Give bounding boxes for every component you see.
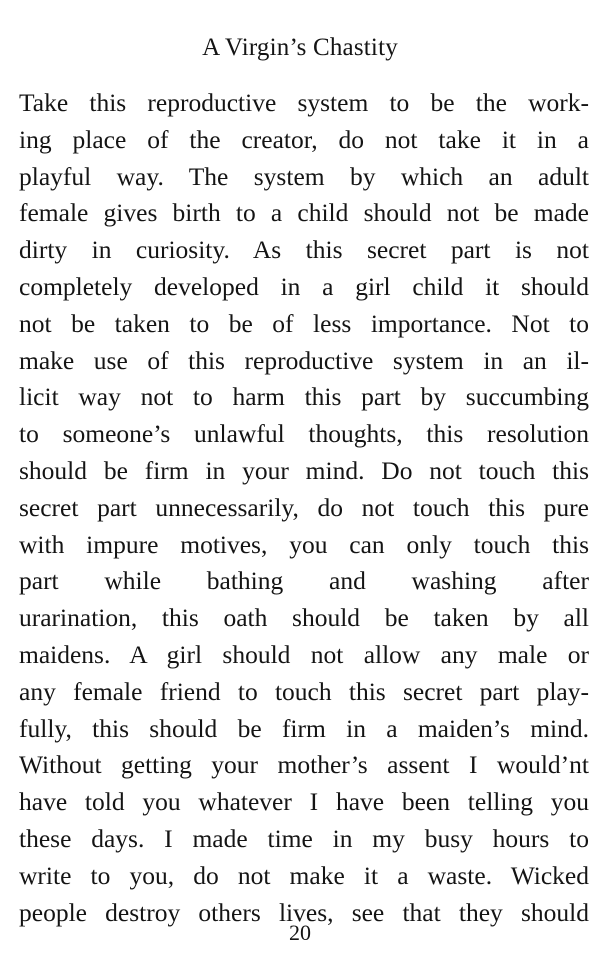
text-line: write to you, do not make it a waste. Wicked	[19, 860, 589, 890]
text-line: Take this reproductive system to be the work-	[19, 88, 589, 117]
text-line: not be taken to be of less importance. Not to	[19, 308, 589, 338]
text-line: people destroy others lives, see that they should	[19, 897, 589, 927]
text-line: secret part unnecessarily, do not touch this pure	[19, 492, 589, 522]
text-line: have told you whatever I have been telling you	[19, 787, 589, 817]
text-line: with impure motives, you can only touch this	[19, 529, 589, 559]
text-line: female gives birth to a child should not be made	[19, 198, 589, 228]
text-line: dirty in curiosity. As this secret part is not	[19, 235, 589, 265]
text-line: part while bathing and washing after	[19, 566, 589, 596]
text-line: urarination, this oath should be taken by all	[19, 603, 589, 633]
text-line: completely developed in a girl child it should	[19, 271, 589, 301]
text-line: these days. I made time in my busy hours to	[19, 823, 589, 853]
text-line: make use of this reproductive system in an il-	[19, 345, 589, 375]
text-line: licit way not to harm this part by succumbing	[19, 382, 589, 412]
running-head: A Virgin’s Chastity	[202, 34, 398, 61]
text-line: any female friend to touch this secret part play-	[19, 676, 589, 706]
page-number: 20	[289, 920, 311, 945]
text-line: playful way. The system by which an adult	[19, 161, 589, 191]
text-line: to someone’s unlawful thoughts, this resolution	[19, 419, 589, 449]
body-text	[19, 85, 589, 931]
text-line: should be firm in your mind. Do not touch this	[19, 455, 589, 485]
text-line: ing place of the creator, do not take it in a	[19, 124, 589, 154]
text-line: maidens. A girl should not allow any male or	[19, 639, 589, 669]
text-line: Without getting your mother’s assent I would’nt	[19, 750, 589, 780]
text-line: fully, this should be firm in a maiden’s mind.	[19, 713, 589, 743]
